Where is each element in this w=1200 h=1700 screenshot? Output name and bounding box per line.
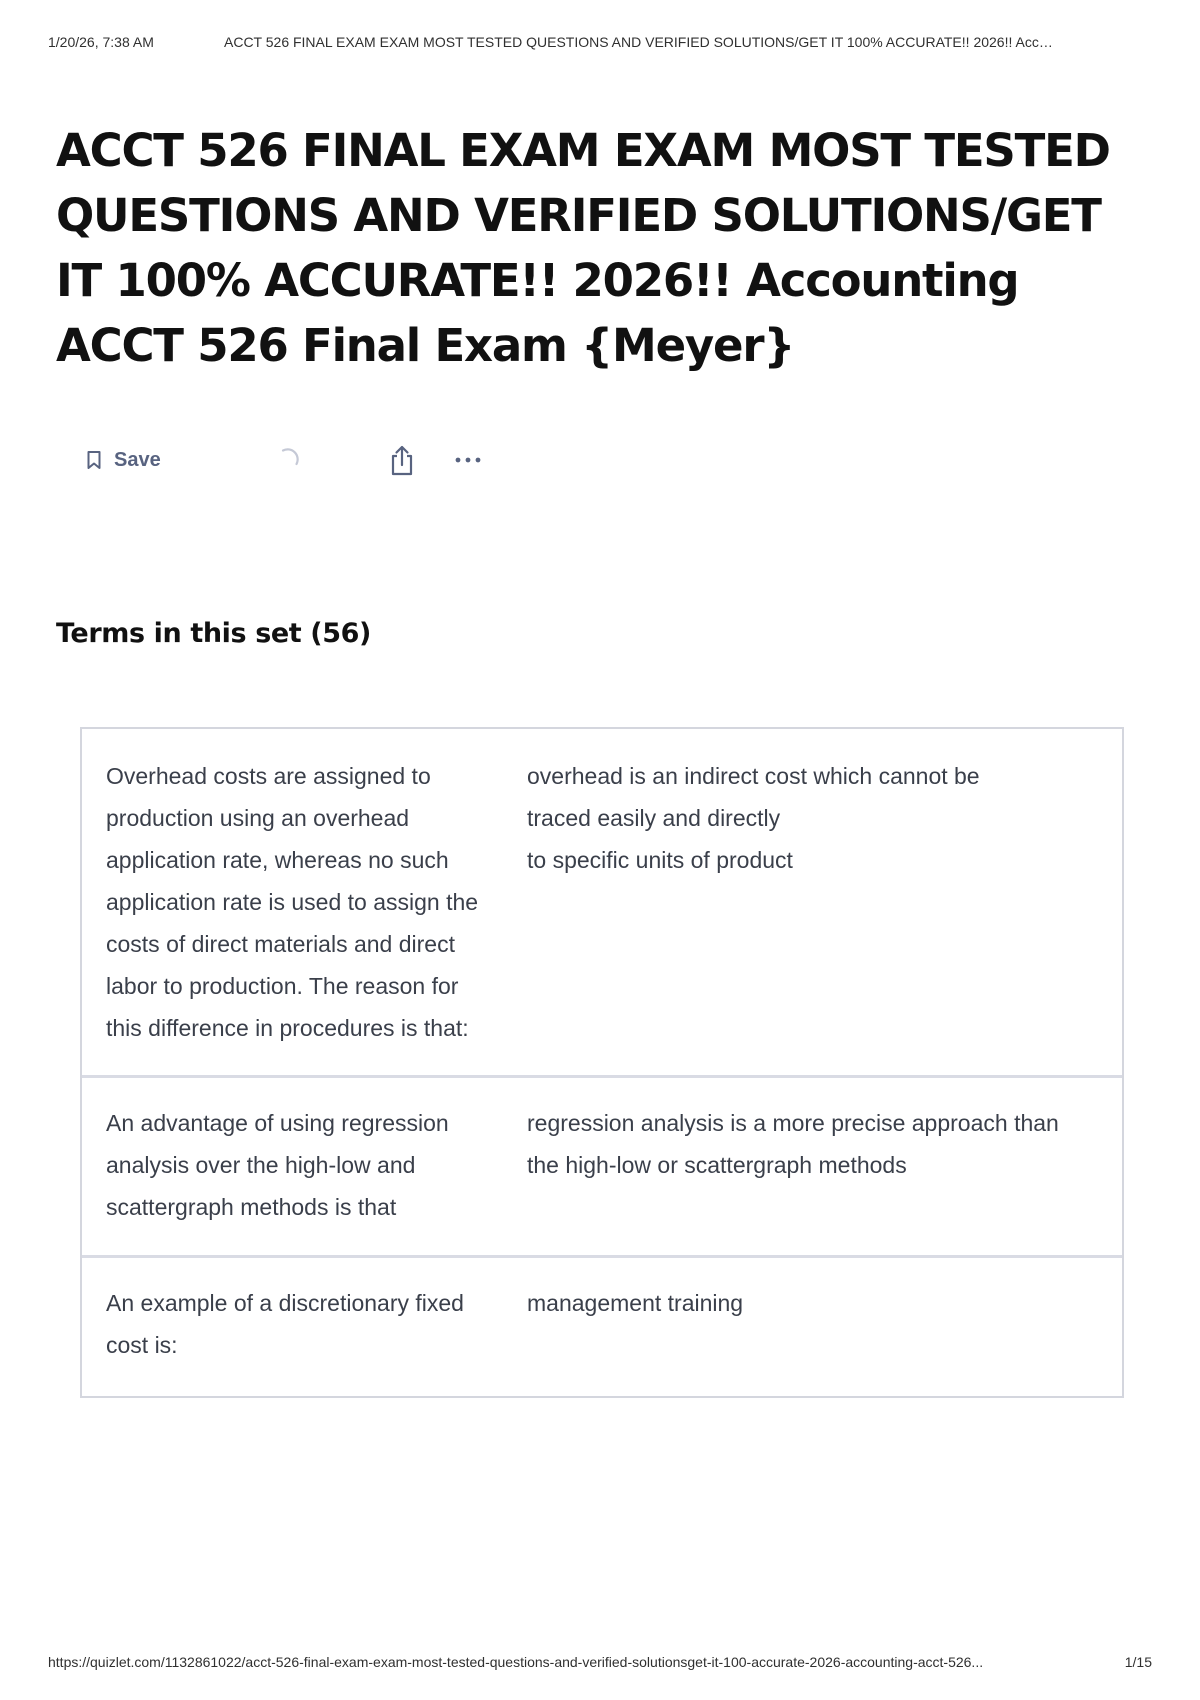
term-row bbox=[82, 1258, 1122, 1396]
share-icon bbox=[389, 444, 415, 476]
terms-heading: Terms in this set (56) bbox=[56, 618, 371, 649]
print-header bbox=[48, 34, 1152, 54]
term-text: An advantage of using regression analysis over the high-low and scattergraph methods is that bbox=[106, 1110, 449, 1220]
definition-text: overhead is an indirect cost which cannot be traced easily and directly to specific units of product bbox=[527, 763, 980, 873]
term-row bbox=[82, 1078, 1122, 1258]
definition-text: regression analysis is a more precise approach than the high-low or scattergraph methods bbox=[527, 1110, 1059, 1178]
term-text: Overhead costs are assigned to production using an overhead application rate, whereas no such application rate is used to assign the costs of direct materials and direct labor to production. The reason for this difference in procedures is that: bbox=[106, 763, 479, 1041]
print-footer bbox=[48, 1654, 1152, 1674]
print-doc-title: ACCT 526 FINAL EXAM EXAM MOST TESTED QUESTIONS AND VERIFIED SOLUTIONS/GET IT 100% ACCURATE!! 2026!! Acc… bbox=[224, 34, 1053, 50]
set-toolbar bbox=[80, 440, 520, 480]
term-text: An example of a discretionary fixed cost is: bbox=[106, 1290, 464, 1358]
definition-text: management training bbox=[527, 1290, 744, 1316]
page-title: ACCT 526 FINAL EXAM EXAM MOST TESTED QUESTIONS AND VERIFIED SOLUTIONS/GET IT 100% ACCURATE!! 2026!! Accounting ACCT 526 Final Exam {Meyer} bbox=[56, 124, 1110, 372]
share-button[interactable] bbox=[380, 440, 424, 480]
terms-table bbox=[80, 727, 1124, 1398]
page-number: 1/15 bbox=[1124, 1654, 1152, 1670]
term-row bbox=[82, 729, 1122, 1078]
more-options-icon bbox=[454, 456, 482, 464]
print-url: https://quizlet.com/1132861022/acct-526-final-exam-exam-most-tested-questions-and-verified-solutionsget-it-100-accurate-2026-accounting-acct-526... bbox=[48, 1654, 984, 1670]
save-label: Save bbox=[114, 448, 161, 471]
print-datetime: 1/20/26, 7:38 AM bbox=[48, 34, 154, 50]
more-options-button[interactable] bbox=[446, 440, 490, 480]
bookmark-icon bbox=[86, 450, 102, 470]
save-button[interactable] bbox=[80, 440, 167, 480]
loading-spinner-icon bbox=[268, 440, 308, 480]
